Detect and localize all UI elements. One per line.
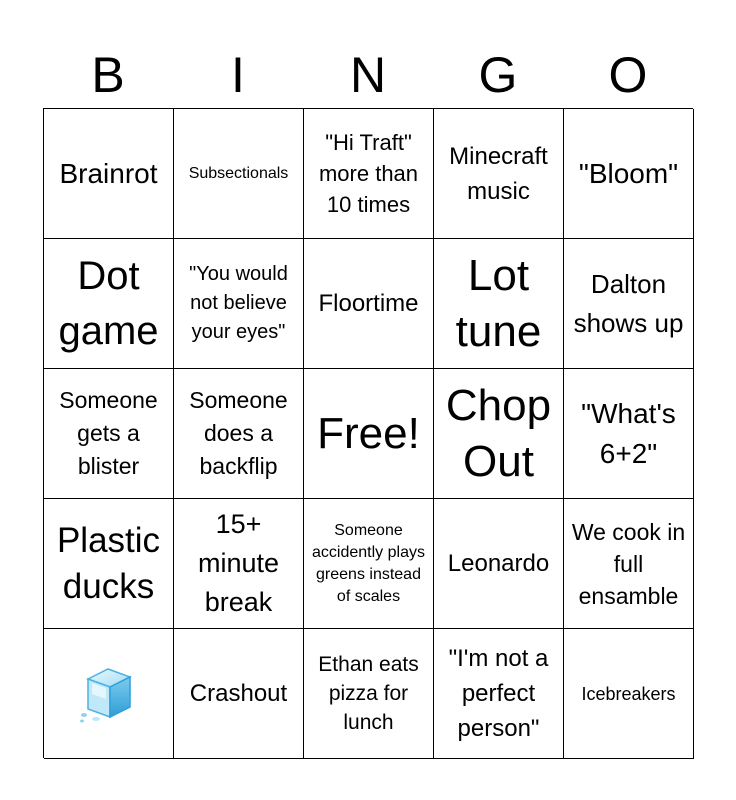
- cell-text: Dot game: [58, 253, 159, 353]
- cell-text: Minecraft music: [449, 142, 548, 205]
- cell-text: Floortime: [318, 290, 419, 317]
- cell-text: "What's 6+2": [581, 397, 676, 469]
- cell-text: Dalton shows up: [573, 268, 684, 338]
- bingo-cell-dot-game[interactable]: [44, 239, 174, 369]
- cell-text: "Bloom": [578, 157, 679, 189]
- cell-text: Someone accidently plays greens instead of scales: [312, 521, 425, 605]
- header-letter-g: G: [478, 47, 518, 103]
- cell-text: Leonardo: [447, 550, 550, 577]
- bingo-cell-ice-cube[interactable]: [44, 629, 174, 759]
- bingo-cell-backflip[interactable]: [174, 369, 304, 499]
- bingo-cell-subsectionals[interactable]: [174, 109, 304, 239]
- bingo-board: [43, 108, 693, 758]
- bingo-cell-minecraft-music[interactable]: [434, 109, 564, 239]
- header-letter-i: I: [231, 47, 245, 103]
- bingo-cell-dalton-shows-up[interactable]: [564, 239, 694, 369]
- cell-text: Chop Out: [445, 380, 552, 486]
- header-letter-n: N: [349, 47, 387, 103]
- bingo-cell-icebreakers[interactable]: [564, 629, 694, 759]
- cell-text: "Hi Traft" more than 10 times: [318, 130, 419, 217]
- cell-text: We cook in full ensamble: [571, 518, 686, 609]
- bingo-cell-bloom[interactable]: [564, 109, 694, 239]
- bingo-cell-believe-your-eyes[interactable]: [174, 239, 304, 369]
- cell-text: Someone gets a blister: [59, 387, 158, 479]
- bingo-cell-free[interactable]: [304, 369, 434, 499]
- cell-text: Crashout: [189, 680, 288, 707]
- header-letter-o: O: [608, 47, 648, 103]
- cell-text: Someone does a backflip: [189, 387, 288, 479]
- cell-text: Free!: [317, 408, 420, 458]
- bingo-header: [43, 42, 693, 108]
- cell-text: "I'm not a perfect person": [448, 645, 549, 742]
- ice-cube-icon: [74, 659, 144, 729]
- bingo-cell-full-ensamble[interactable]: [564, 499, 694, 629]
- cell-text: Plastic ducks: [56, 520, 161, 606]
- bingo-cell-greens-instead-of-scales[interactable]: [304, 499, 434, 629]
- cell-text: Ethan eats pizza for lunch: [318, 653, 419, 734]
- bingo-cell-hi-traft[interactable]: [304, 109, 434, 239]
- bingo-cell-leonardo[interactable]: [434, 499, 564, 629]
- bingo-cell-whats-6-plus-2[interactable]: [564, 369, 694, 499]
- cell-text: Subsectionals: [188, 164, 289, 182]
- cell-text: "You would not believe your eyes": [189, 263, 288, 343]
- header-letter-b: B: [91, 47, 125, 103]
- cell-text: Brainrot: [59, 157, 158, 189]
- bingo-cell-crashout[interactable]: [174, 629, 304, 759]
- bingo-cell-not-a-perfect-person[interactable]: [434, 629, 564, 759]
- bingo-cell-ethan-pizza[interactable]: [304, 629, 434, 759]
- bingo-cell-plastic-ducks[interactable]: [44, 499, 174, 629]
- bingo-cell-blister[interactable]: [44, 369, 174, 499]
- cell-text: Icebreakers: [581, 683, 676, 704]
- bingo-cell-minute-break[interactable]: [174, 499, 304, 629]
- bingo-cell-lot-tune[interactable]: [434, 239, 564, 369]
- bingo-cell-brainrot[interactable]: [44, 109, 174, 239]
- cell-text: Lot tune: [455, 250, 542, 356]
- bingo-cell-chop-out[interactable]: [434, 369, 564, 499]
- cell-text: 15+ minute break: [197, 509, 280, 617]
- bingo-cell-floortime[interactable]: [304, 239, 434, 369]
